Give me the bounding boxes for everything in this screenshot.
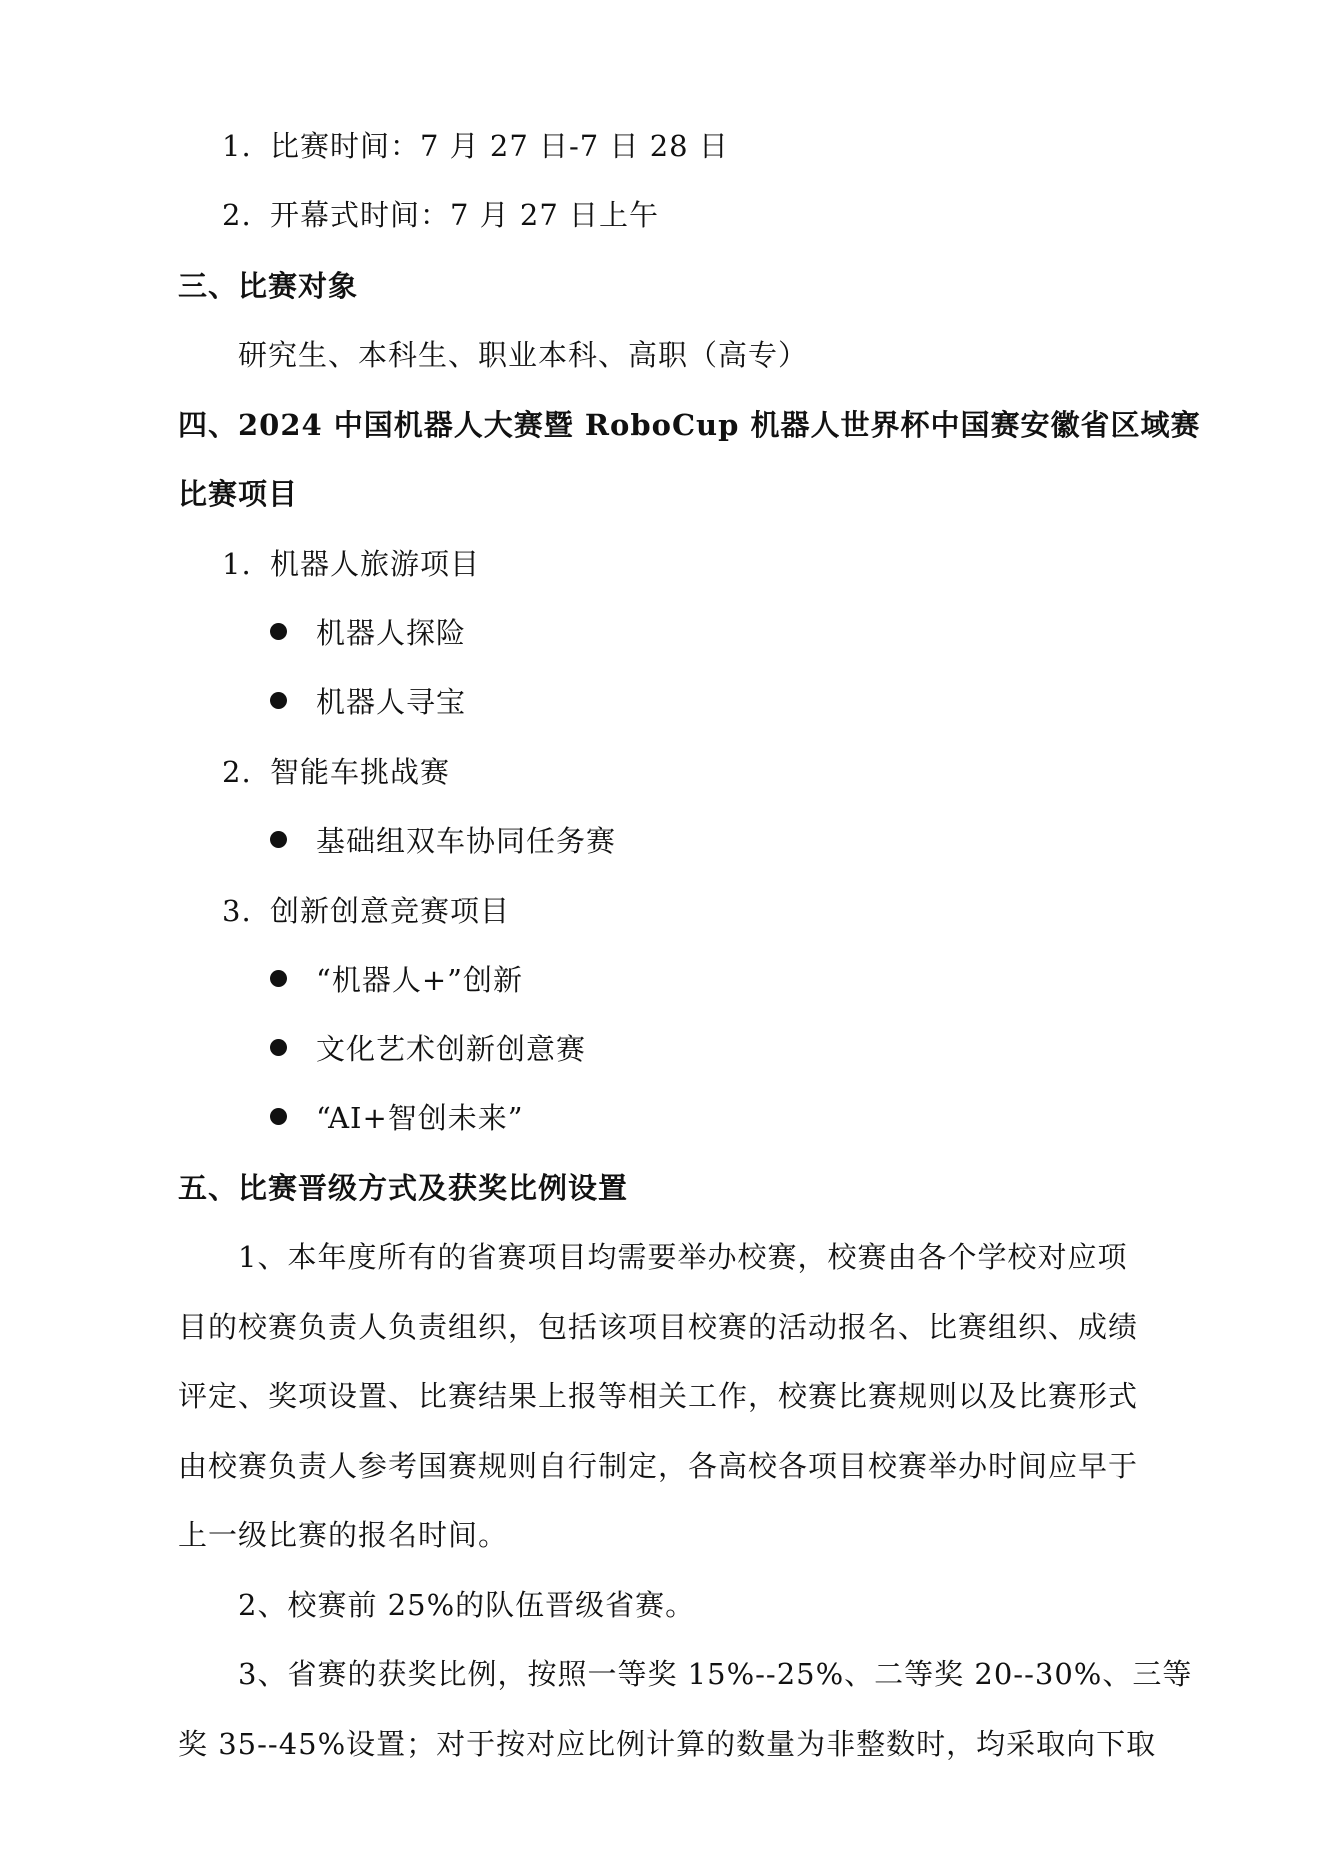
bullet-icon: [270, 623, 287, 640]
sub-item: 机器人寻宝: [316, 685, 467, 719]
list-number: 3.: [222, 894, 252, 928]
sub-item: 文化艺术创新创意赛: [316, 1032, 587, 1066]
project-item-2: [222, 752, 450, 792]
paragraph-1-line: 由校赛负责人参考国赛规则自行制定，各高校各项目校赛举办时间应早于: [178, 1449, 1139, 1483]
schedule-item-2: [222, 195, 659, 235]
paragraph-3-line: 3、省赛的获奖比例，按照一等奖 15%--25%、二等奖 20--30%、三等: [238, 1657, 1193, 1691]
sub-item: 机器人探险: [316, 616, 467, 650]
list-number: 1.: [222, 547, 252, 581]
section-4-heading-line-2: 比赛项目: [178, 477, 299, 511]
project-item-1: [222, 544, 480, 584]
bullet-icon: [270, 692, 287, 709]
list-text: 开幕式时间：7 月 27 日上午: [270, 198, 660, 232]
bullet-icon: [270, 1039, 287, 1056]
project-item-3: [222, 891, 510, 931]
sub-item: “AI+智创未来”: [316, 1101, 524, 1135]
bullet-icon: [270, 970, 287, 987]
paragraph-3-line: 奖 35--45%设置；对于按对应比例计算的数量为非整数时，均采取向下取: [178, 1727, 1157, 1761]
sub-item: “机器人+”创新: [316, 963, 523, 997]
list-number: 2.: [222, 198, 252, 232]
list-text: 机器人旅游项目: [270, 547, 481, 581]
list-number: 1.: [222, 129, 252, 163]
section-4-heading-line-1: 四、2024 中国机器人大赛暨 RoboCup 机器人世界杯中国赛安徽省区域赛: [178, 408, 1201, 442]
list-text: 智能车挑战赛: [270, 755, 451, 789]
sub-item: 基础组双车协同任务赛: [316, 824, 617, 858]
list-text: 比赛时间：7 月 27 日-7 日 28 日: [270, 129, 729, 163]
paragraph-1-line: 上一级比赛的报名时间。: [178, 1518, 509, 1552]
section-5-heading: 五、比赛晋级方式及获奖比例设置: [178, 1171, 629, 1205]
list-text: 创新创意竞赛项目: [270, 894, 511, 928]
bullet-icon: [270, 1108, 287, 1125]
paragraph-2: 2、校赛前 25%的队伍晋级省赛。: [238, 1588, 696, 1622]
paragraph-1-line: 1、本年度所有的省赛项目均需要举办校赛，校赛由各个学校对应项: [238, 1240, 1128, 1274]
section-3-body: 研究生、本科生、职业本科、高职（高专）: [238, 338, 809, 372]
section-3-heading: 三、比赛对象: [178, 269, 359, 303]
list-number: 2.: [222, 755, 252, 789]
schedule-item-1: [222, 126, 729, 166]
paragraph-1-line: 评定、奖项设置、比赛结果上报等相关工作，校赛比赛规则以及比赛形式: [178, 1379, 1139, 1413]
bullet-icon: [270, 831, 287, 848]
paragraph-1-line: 目的校赛负责人负责组织，包括该项目校赛的活动报名、比赛组织、成绩: [178, 1310, 1139, 1344]
